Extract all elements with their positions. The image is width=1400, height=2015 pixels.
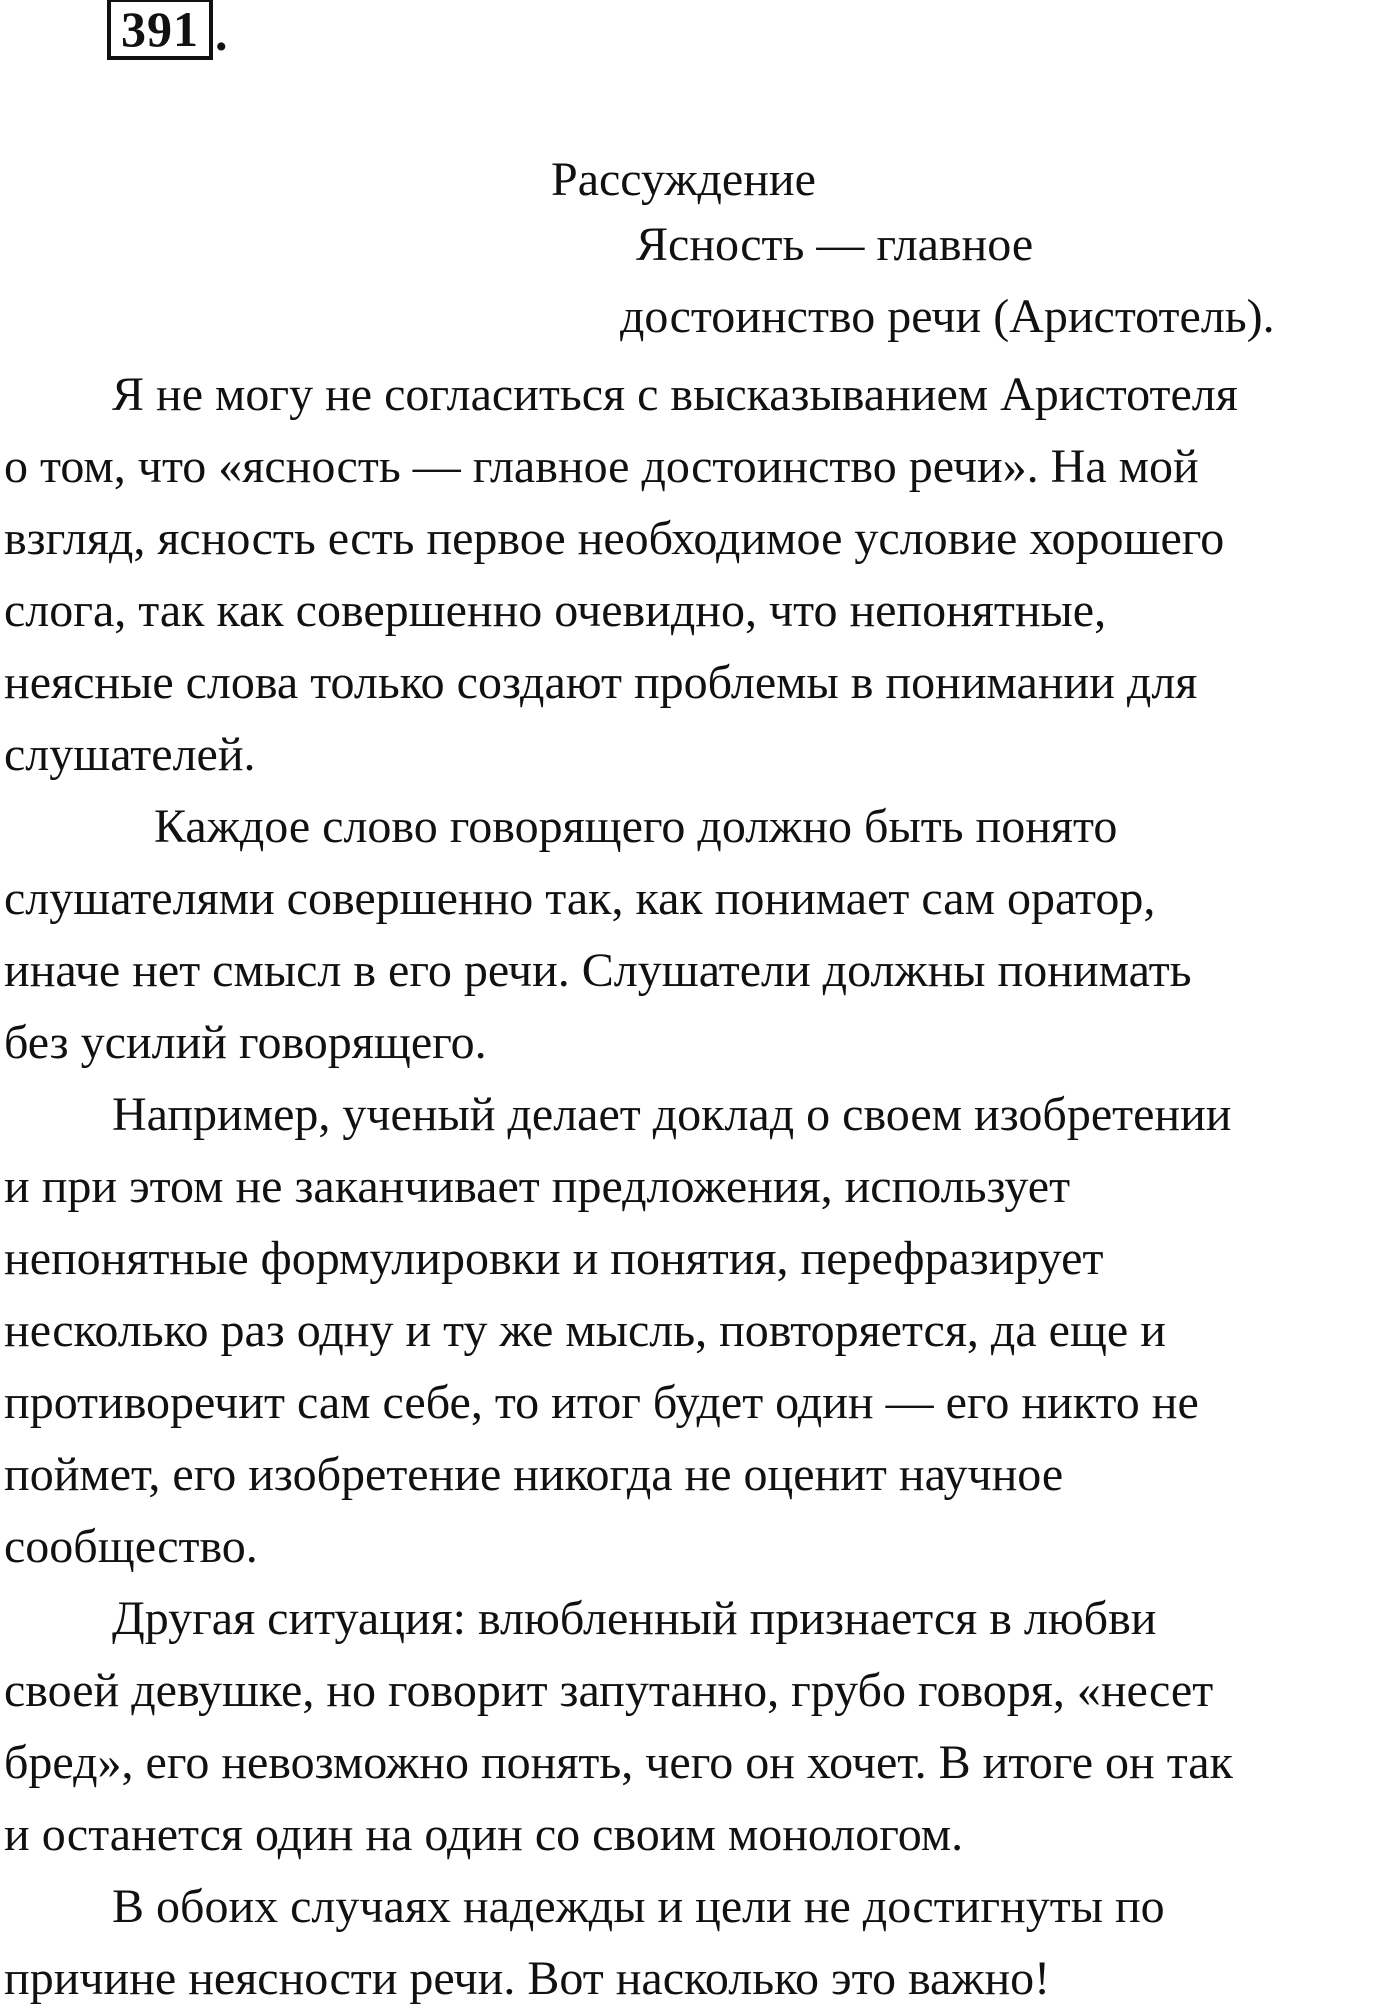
text-line: Другая ситуация: влюбленный признается в любви [112, 1592, 1157, 1645]
text-line: слушателями совершенно так, как понимает сам оратор, [4, 872, 1156, 925]
text-line: неясные слова только создают проблемы в понимании для [4, 656, 1198, 709]
text-line: В обоих случаях надежды и цели не достигнуты по [112, 1880, 1165, 1933]
text-line: причине неясности речи. Вот насколько это важно! [4, 1952, 1051, 2005]
essay-heading: Рассуждение [551, 153, 816, 206]
text-line: взгляд, ясность есть первое необходимое условие хорошего [4, 512, 1225, 565]
text-line: несколько раз одну и ту же мысль, повторяется, да еще и [4, 1304, 1166, 1357]
text-line: Например, ученый делает доклад о своем изобретении [112, 1088, 1232, 1141]
text-line: иначе нет смысл в его речи. Слушатели должны понимать [4, 944, 1192, 997]
essay-body [4, 359, 1389, 2015]
text-line: и при этом не заканчивает предложения, использует [4, 1160, 1071, 1213]
text-line: и останется один на один со своим монологом. [4, 1808, 964, 1861]
text-line: сообщество. [4, 1520, 258, 1573]
epigraph-line-1: Ясность — главное [636, 218, 1034, 271]
exercise-number-box: 391 [107, 0, 213, 60]
text-line: своей девушке, но говорит запутанно, грубо говоря, «несет [4, 1664, 1214, 1717]
epigraph-line-2: достоинство речи (Аристотель). [620, 290, 1275, 343]
text-line: о том, что «ясность — главное достоинство речи». На мой [4, 440, 1199, 493]
exercise-number [107, 1, 228, 61]
text-line: противоречит сам себе, то итог будет один — его никто не [4, 1376, 1199, 1429]
text-line: слога, так как совершенно очевидно, что непонятные, [4, 584, 1107, 637]
text-line: непонятные формулировки и понятия, перефразирует [4, 1232, 1104, 1285]
exercise-number-dot: . [215, 5, 228, 61]
text-line: бред», его невозможно понять, чего он хочет. В итоге он так [4, 1736, 1233, 1789]
text-line: поймет, его изобретение никогда не оценит научное [4, 1448, 1064, 1501]
text-line: без усилий говорящего. [4, 1016, 487, 1069]
text-line: Каждое слово говорящего должно быть понято [154, 800, 1118, 853]
text-line: Я не могу не согласиться с высказыванием Аристотеля [112, 368, 1238, 421]
text-line: слушателей. [4, 728, 256, 781]
